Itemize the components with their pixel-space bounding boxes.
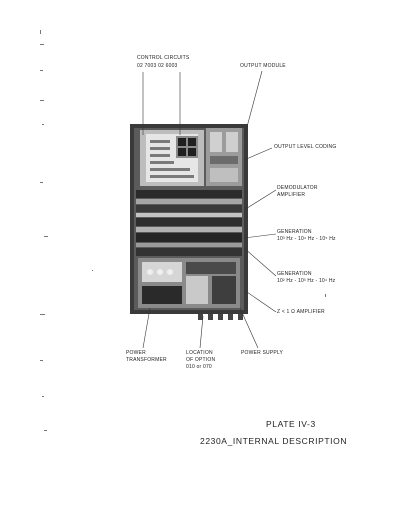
label-control-refs: 02 7003 02 6003 bbox=[137, 63, 178, 69]
label-location-option: OF OPTION bbox=[186, 357, 216, 363]
label-location: LOCATION bbox=[186, 350, 213, 356]
label-power-transformer: POWER bbox=[126, 350, 146, 356]
label-power-supply: POWER SUPPLY bbox=[241, 350, 284, 356]
label-demodulator: DEMODULATOR bbox=[277, 185, 318, 191]
label-generation-a-range: 10³ Hz - 10⁴ Hz - 10⁵ Hz bbox=[277, 236, 336, 242]
label-output-level-coding: OUTPUT LEVEL CODING bbox=[274, 144, 337, 150]
label-demodulator-amplifier: AMPLIFIER bbox=[277, 192, 306, 198]
label-location-codes: 010 or 070 bbox=[186, 364, 212, 370]
label-generation-b-range: 10² Hz - 10³ Hz - 10⁴ Hz bbox=[277, 278, 336, 284]
label-z-amplifier: Z < 1 Ω AMPLIFIER bbox=[277, 309, 325, 315]
label-generation-b: GENERATION bbox=[277, 271, 312, 277]
label-generation-a: GENERATION bbox=[277, 229, 312, 235]
plate-number: PLATE IV-3 bbox=[266, 419, 316, 429]
label-power-transformer-2: TRANSFORMER bbox=[126, 357, 167, 363]
bottom-connectors bbox=[198, 314, 243, 320]
label-control-circuits: CONTROL CIRCUITS bbox=[137, 55, 190, 61]
plate-caption: 2230A_INTERNAL DESCRIPTION bbox=[200, 436, 348, 446]
label-output-module: OUTPUT MODULE bbox=[240, 63, 286, 69]
card-stack bbox=[136, 190, 242, 256]
